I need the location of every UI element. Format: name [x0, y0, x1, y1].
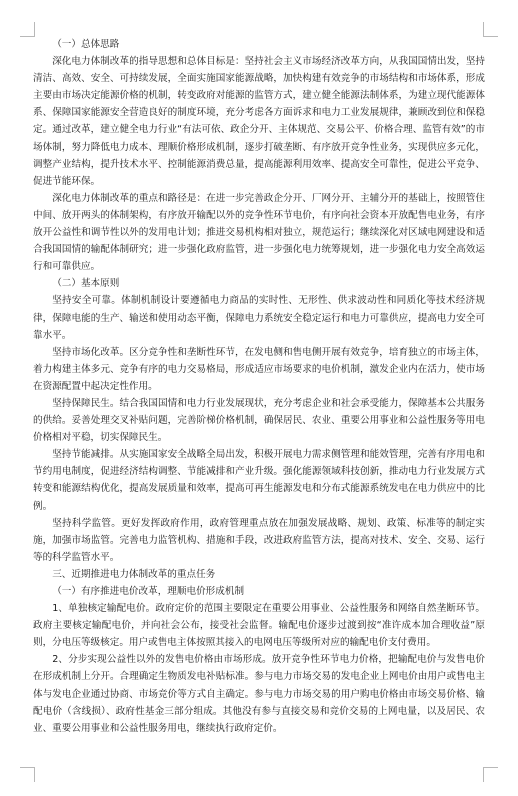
paragraph-principle-supervision: 坚持科学监管。更好发挥政府作用，政府管理重点放在加强发展战略、规划、政策、标准等的制定实施，加强市场监管。完善电力监管机构、措施和手段，改进政府监管方法，提高对技术、安全、交易、运行等的科学监管水平。	[33, 517, 485, 563]
section-heading-basic-principles: （二）基本原则	[52, 278, 120, 290]
paragraph-principle-safety: 坚持安全可靠。体制机制设计要遵循电力商品的实时性、无形性、供求波动性和同质化等技术经济规律，保障电能的生产、输送和使用动态平衡，保障电力系统安全稳定运行和电力可靠供应，提高电力安全可靠水平。	[33, 295, 485, 341]
paragraph-guiding-ideology: 深化电力体制改革的指导思想和总体目标是：坚持社会主义市场经济改革方向，从我国国情出发，坚持清洁、高效、安全、可持续发展，全面实施国家能源战略，加快构建有效竞争的市场结构和市场体系，形成主要由市场决定能源价格的机制，转变政府对能源的监管方式，建立健全能源法制体系，为建立现代能源体系、保障国家能源安全营造良好的制度环境，充分考虑各方面诉求和电力工业发展规律，兼顾改到位和保稳定。通过改革，建立健全电力行业“有法可依、政企分开、主体规范、交易公平、价格合理、监管有效”的市场体制，努力降低电力成本、理顺价格形成机制，逐步打破垄断、有序放开竞争性业务，实现供应多元化，调整产业结构，提升技术水平、控制能源消费总量，提高能源利用效率、提高安全可靠性，促进公平竞争、促进节能环保。	[33, 56, 485, 187]
document-body	[33, 36, 485, 737]
paragraph-principle-energy-saving: 坚持节能减排。从实施国家安全战略全局出发，积极开展电力需求侧管理和能效管理，完善有序用电和节约用电制度，促进经济结构调整、节能减排和产业升级。强化能源领域科技创新，推动电力行业发展方式转变和能源结构优化，提高发展质量和效率，提高可再生能源发电和分布式能源系统发电在电力供应中的比例。	[33, 449, 485, 512]
section-heading-key-tasks: 三、近期推进电力体制改革的重点任务	[52, 568, 216, 580]
paragraph-market-pricing: 2、分步实现公益性以外的发售电价格由市场形成。放开竞争性环节电力价格，把输配电价与发售电价在形成机制上分开。合理确定生物质发电补贴标准。参与电力市场交易的发电企业上网电价由用户或售电主体与发电企业通过协商、市场竞价等方式自主确定。参与电力市场交易的用户购电价格由市场交易价格、输配电价（含线损）、政府性基金三部分组成。其他没有参与直接交易和竞价交易的上网电量，以及居民、农业、重要公用事业和公益性服务用电，继续执行政府定价。	[33, 654, 485, 734]
section-heading-overall-approach: （一）总体思路	[52, 39, 120, 50]
paragraph-principle-market-reform: 坚持市场化改革。区分竞争性和垄断性环节，在发电侧和售电侧开展有效竞争，培育独立的市场主体，着力构建主体多元、竞争有序的电力交易格局，形成适应市场要求的电价机制，激发企业内在活力，使市场在资源配置中起决定性作用。	[33, 346, 485, 392]
paragraph-principle-livelihood: 坚持保障民生。结合我国国情和电力行业发展现状，充分考虑企业和社会承受能力，保障基本公共服务的供给。妥善处理交叉补贴问题，完善阶梯价格机制，确保居民、农业、重要公用事业和公益性服务等用电价格相对平稳，切实保障民生。	[33, 397, 485, 444]
crop-mark-top-left	[20, 22, 35, 37]
subsection-heading-price-reform: （一）有序推进电价改革，理顺电价形成机制	[52, 586, 245, 597]
crop-mark-top-right	[483, 22, 498, 37]
paragraph-key-focus-and-path: 深化电力体制改革的重点和路径是：在进一步完善政企分开、厂网分开、主辅分开的基础上，按照管住中间、放开两头的体制架构，有序放开输配以外的竞争性环节电价，有序向社会资本开放配售电业务，有序放开公益性和调节性以外的发用电计划；推进交易机构相对独立，规范运行；继续深化对区域电网建设和适合我国国情的输配体制研究；进一步强化政府监管，进一步强化电力统筹规划，进一步强化电力安全高效运行和可靠供应。	[33, 192, 485, 273]
crop-mark-bottom-left	[20, 767, 35, 782]
paragraph-transmission-price: 1、单独核定输配电价。政府定价的范围主要限定在重要公用事业、公益性服务和网络自然垄断环节。政府主要核定输配电价，并向社会公布，接受社会监督。输配电价逐步过渡到按“准许成本加合理收益”原则，分电压等级核定。用户或售电主体按照其接入的电网电压等级所对应的输配电价支付费用。	[33, 603, 485, 649]
crop-mark-bottom-right	[483, 767, 498, 782]
